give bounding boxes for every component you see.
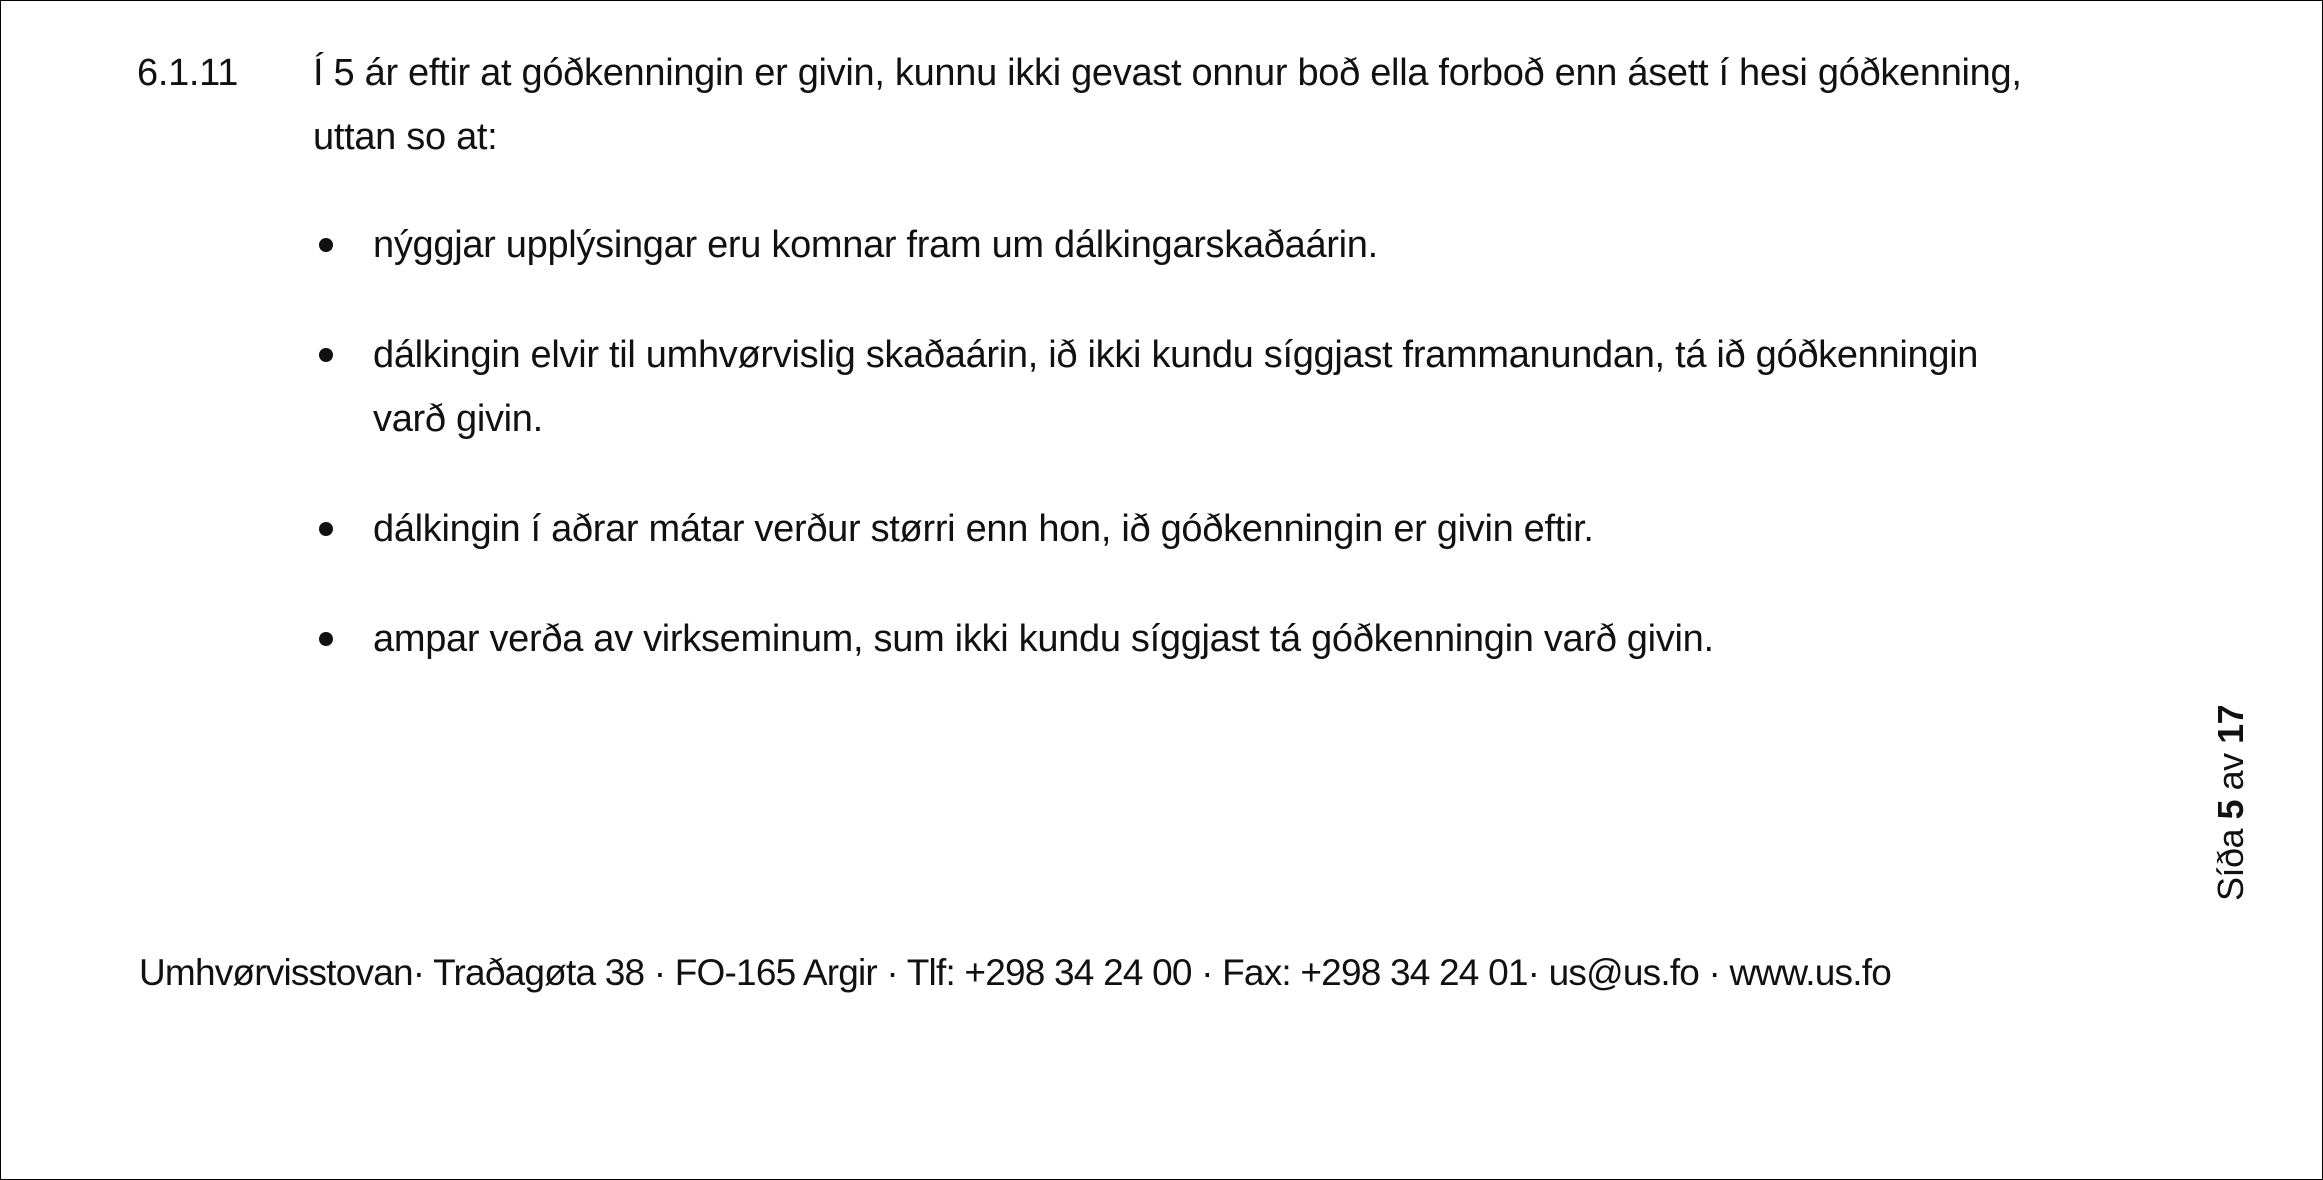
total-page-count: 17 <box>2210 704 2251 744</box>
list-item-text: dálkingin elvir til umhvørvislig skaðaárin, ið ikki kundu síggjast frammanundan, tá ið góðkenningin varð givin. <box>373 334 1979 440</box>
section-intro-paragraph: Í 5 ár eftir at góðkenningin er givin, kunnu ikki gevast onnur boð ella forboð enn ásett í hesi góðkenning, uttan so at: <box>313 52 2022 158</box>
footer-address: Umhvørvisstovan· Traðagøta 38 · FO-165 Argir · Tlf: +298 34 24 00 · Fax: +298 34 24 01· us@us.fo · www.us.fo <box>139 952 1891 993</box>
bullet-icon <box>319 238 333 252</box>
page-separator: av <box>2210 743 2251 791</box>
list-item <box>313 213 2013 277</box>
list-item <box>313 323 2013 451</box>
section-number: 6.1.11 <box>137 52 239 94</box>
list-item-text: nýggjar upplýsingar eru komnar fram um dálkingarskaðaárin. <box>373 224 1378 266</box>
page-label: Síða <box>2210 819 2251 901</box>
bullet-icon <box>319 348 333 362</box>
bullet-icon <box>319 632 333 646</box>
list-item <box>313 607 2013 671</box>
list-item-text: ampar verða av virkseminum, sum ikki kundu síggjast tá góðkenningin varð givin. <box>373 618 1714 660</box>
list-item-text: dálkingin í aðrar mátar verður størri enn hon, ið góðkenningin er givin eftir. <box>373 508 1594 550</box>
page-number-indicator <box>2211 705 2251 901</box>
current-page-number: 5 <box>2210 790 2251 820</box>
bullet-icon <box>319 522 333 536</box>
list-item <box>313 497 2013 561</box>
condition-list <box>313 213 2013 717</box>
